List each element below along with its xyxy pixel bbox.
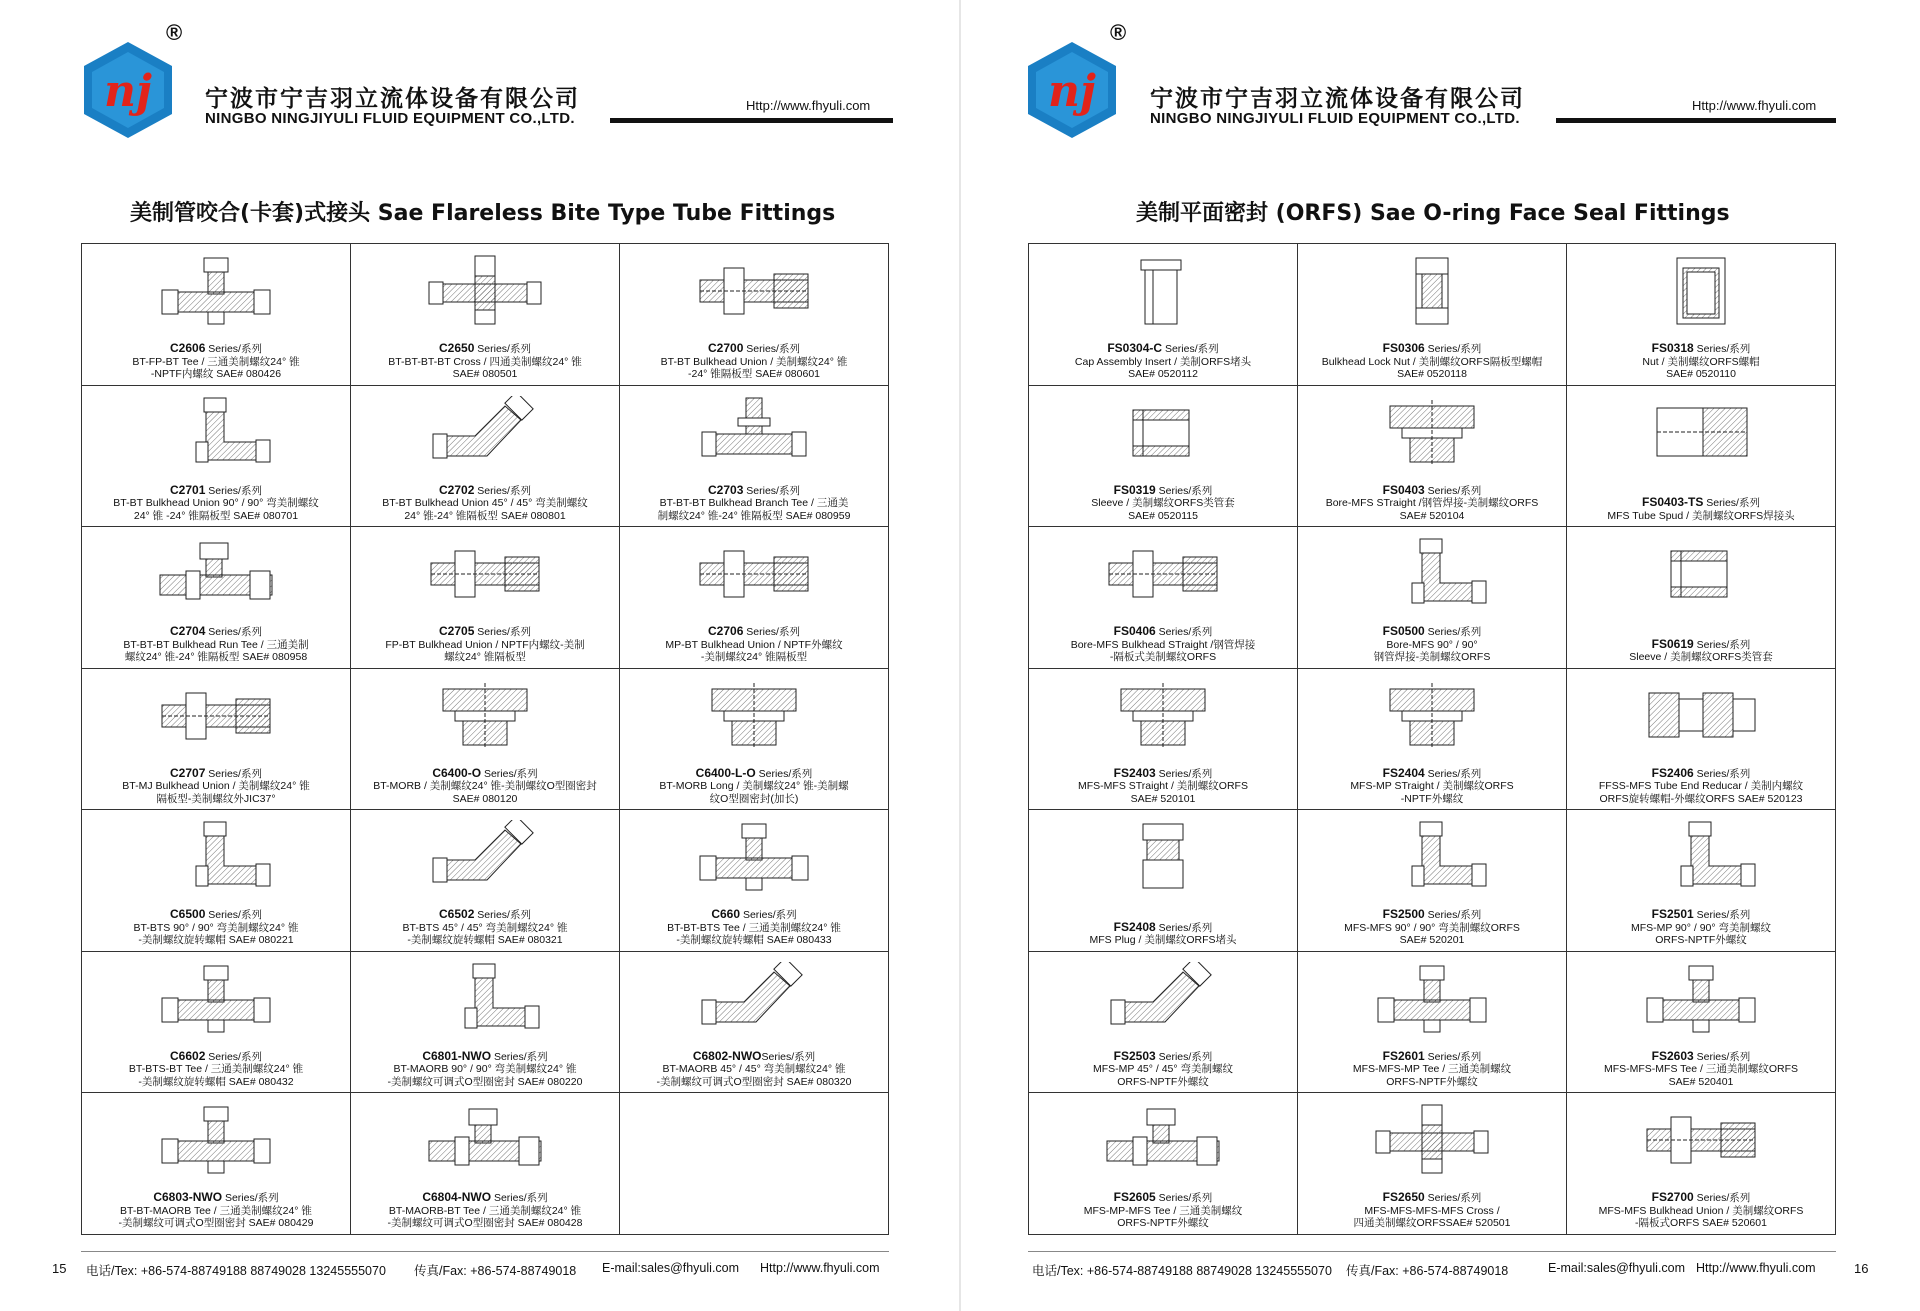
fitting-description: BT-MAORB-BT Tee / 三通美制螺纹24° 锥 -美制螺纹可调式O型圈密封 SAE# 080428 <box>387 1204 583 1230</box>
fitting-caption <box>1031 921 1295 947</box>
fitting-code: C2703 <box>708 482 744 497</box>
fitting-code: C2704 <box>170 624 206 639</box>
footer-fax: 传真/Fax: +86-574-88749018 <box>1346 1264 1509 1278</box>
footer-website[interactable]: Http://www.fhyuli.com <box>1696 1261 1816 1275</box>
fitting-code: FS2700 <box>1651 1190 1694 1205</box>
fitting-code: C2702 <box>439 482 475 497</box>
tee-fitting-icon <box>1372 962 1492 1036</box>
elbow-fitting-icon <box>1372 537 1492 611</box>
fitting-description: MFS-MFS 90° / 90° 弯美制螺纹ORFS SAE# 520201 <box>1344 921 1520 947</box>
fitting-series-label: Series/系列 <box>205 909 262 922</box>
fitting-cell-c2606 <box>82 244 351 386</box>
fitting-cell-c6803-nwo <box>82 1093 351 1235</box>
fitting-caption <box>353 342 617 381</box>
fitting-cell-c6400-l-o <box>620 669 889 811</box>
fitting-cell-c2704 <box>82 527 351 669</box>
fitting-description: MFS Tube Spud / 美制螺纹ORFS焊接头 <box>1607 509 1795 522</box>
fitting-code: FS2406 <box>1651 765 1694 780</box>
fitting-description: MFS-MFS STraight / 美制螺纹ORFS SAE# 520101 <box>1078 780 1248 805</box>
fitting-cell-c6801-nwo <box>351 952 620 1094</box>
fitting-cell-fs2501 <box>1567 810 1836 952</box>
fitting-cell-fs2403 <box>1029 669 1298 811</box>
fitting-caption <box>353 908 617 947</box>
cap-insert-icon <box>1103 254 1223 328</box>
fitting-caption <box>1300 625 1564 664</box>
fitting-code: FS2603 <box>1651 1048 1694 1063</box>
fitting-caption <box>1300 908 1564 947</box>
fitting-cell-c2650 <box>351 244 620 386</box>
fitting-series-label: Series/系列 <box>1693 343 1751 356</box>
footer-tel: 电话/Tex: +86-574-88749188 88749028 13245555070 <box>1032 1264 1332 1278</box>
bulkhead-union-icon <box>694 254 814 328</box>
svg-text:nj: nj <box>104 66 152 117</box>
fitting-series-label: Series/系列 <box>491 1192 548 1205</box>
fitting-description: BT-MORB / 美制螺纹24° 锥-美制螺纹O型圈密封 SAE# 080120 <box>373 780 597 805</box>
fitting-series-label: Series/系列 <box>1693 1050 1751 1063</box>
fitting-caption <box>1300 342 1564 381</box>
fitting-code: C2706 <box>708 624 744 639</box>
fitting-series-label: Series/系列 <box>1424 909 1482 922</box>
fitting-series-label: Series/系列 <box>1424 767 1482 780</box>
fitting-cell-fs2603 <box>1567 952 1836 1094</box>
fitting-cell-c660 <box>620 810 889 952</box>
straight-adapter-icon <box>1103 679 1223 753</box>
fitting-cell-fs2406 <box>1567 669 1836 811</box>
fitting-description: MFS-MP-MFS Tee / 三通美制螺纹 ORFS-NPTF外螺纹 <box>1083 1204 1243 1230</box>
fitting-description: Nut / 美制螺纹ORFS螺帽 SAE# 0520110 <box>1642 355 1760 381</box>
fitting-description: MFS-MFS-MP Tee / 三通美制螺纹 ORFS-NPTF外螺纹 <box>1352 1063 1512 1088</box>
fitting-caption <box>353 767 617 806</box>
fitting-cell-c6804-nwo <box>351 1093 620 1235</box>
fitting-series-label: Series/系列 <box>1693 767 1751 780</box>
fitting-cell-c6502 <box>351 810 620 952</box>
fitting-code: FS2503 <box>1113 1048 1156 1063</box>
fitting-caption <box>84 1191 348 1230</box>
fitting-description: BT-MORB Long / 美制螺纹24° 锥-美制螺 纹O型圈密封(加长) <box>659 780 849 805</box>
branch-tee-icon <box>694 396 814 470</box>
fitting-series-label: Series/系列 <box>1424 1050 1482 1063</box>
fitting-description: BT-MJ Bulkhead Union / 美制螺纹24° 锥 隔板型-美制螺纹外JIC37° <box>122 780 310 805</box>
fitting-code: C660 <box>711 907 741 922</box>
fitting-caption <box>622 625 886 664</box>
fitting-caption <box>353 484 617 523</box>
fitting-cell-fs2408 <box>1029 810 1298 952</box>
fitting-series-label: Series/系列 <box>491 1050 548 1063</box>
fitting-code: FS2601 <box>1382 1048 1425 1063</box>
fitting-series-label: Series/系列 <box>205 1050 262 1063</box>
tee-fitting-icon <box>156 254 276 328</box>
fitting-series-label: Series/系列 <box>755 767 813 780</box>
fitting-series-label: Series/系列 <box>1703 497 1760 510</box>
fitting-series-label: Series/系列 <box>743 484 800 497</box>
fitting-description: BT-BT Bulkhead Union 90° / 90° 弯美制螺纹 24° 锥 -24° 锥隔板型 SAE# 080701 <box>113 497 319 522</box>
elbow-45-fitting-icon <box>694 962 814 1036</box>
fitting-code: FS0500 <box>1382 624 1425 639</box>
fitting-series-label: Series/系列 <box>1693 909 1751 922</box>
fitting-code: C6400-O <box>432 765 482 780</box>
fitting-series-label: Series/系列 <box>1693 638 1751 651</box>
fitting-code: FS2500 <box>1382 907 1425 922</box>
fitting-code: FS0406 <box>1113 624 1156 639</box>
fitting-caption <box>622 908 886 947</box>
cross-fitting-icon <box>1372 1103 1492 1177</box>
fitting-description: BT-FP-BT Tee / 三通美制螺纹24° 锥 -NPTF内螺纹 SAE# 080426 <box>132 355 300 381</box>
footer-rule <box>81 1251 889 1252</box>
fitting-caption <box>1031 484 1295 523</box>
header-website-link[interactable]: Http://www.fhyuli.com <box>746 98 871 113</box>
fitting-description: BT-BT Bulkhead Union / 美制螺纹24° 锥 -24° 锥隔板型 SAE# 080601 <box>660 355 848 381</box>
fitting-description: MFS Plug / 美制螺纹ORFS堵头 <box>1089 934 1237 947</box>
fitting-series-label: Series/系列 <box>743 343 800 356</box>
fitting-series-label: Series/系列 <box>1155 626 1213 639</box>
fitting-series-label: Series/系列 <box>1693 1192 1751 1205</box>
lock-nut-icon <box>1372 254 1492 328</box>
header-rule <box>610 118 893 123</box>
page-number: 15 <box>52 1261 67 1276</box>
catalog-page-left <box>0 0 958 1311</box>
elbow-fitting-icon <box>1641 820 1761 894</box>
straight-adapter-icon <box>1372 679 1492 753</box>
fitting-code: FS0304-C <box>1107 341 1163 356</box>
fitting-cell-fs0406 <box>1029 527 1298 669</box>
registered-mark: ® <box>166 20 183 45</box>
bulkhead-union-icon <box>694 537 814 611</box>
fitting-cell-c2705 <box>351 527 620 669</box>
footer-fax: 传真/Fax: +86-574-88749018 <box>414 1264 577 1278</box>
elbow-45-fitting-icon <box>425 396 545 470</box>
fitting-series-label: Series/系列 <box>761 1050 816 1063</box>
fitting-description: BT-BTS 45° / 45° 弯美制螺纹24° 锥 -美制螺纹旋转螺帽 SAE# 080321 <box>402 921 568 947</box>
fitting-caption <box>84 625 348 664</box>
fittings-grid <box>81 243 889 1235</box>
fitting-caption <box>353 1191 617 1230</box>
fitting-description: BT-MAORB 45° / 45° 弯美制螺纹24° 锥 -美制螺纹可调式O型圈密封 SAE# 080320 <box>656 1063 852 1088</box>
reducer-icon <box>1641 679 1761 753</box>
footer-website[interactable]: Http://www.fhyuli.com <box>760 1261 880 1275</box>
fitting-caption <box>84 908 348 947</box>
fitting-code: C2606 <box>170 341 206 356</box>
fitting-cell-c2700 <box>620 244 889 386</box>
fitting-series-label: Series/系列 <box>1424 343 1482 356</box>
bulkhead-union-icon <box>1641 1103 1761 1177</box>
fitting-code: FS2404 <box>1382 765 1425 780</box>
fitting-caption <box>84 342 348 381</box>
fitting-caption <box>1031 342 1295 381</box>
fitting-code: C6804-NWO <box>422 1190 492 1205</box>
fitting-series-label: Series/系列 <box>474 484 531 497</box>
fitting-cell-fs2650 <box>1298 1093 1567 1235</box>
fitting-code: FS0403-TS <box>1642 495 1704 510</box>
fitting-code: C2701 <box>170 482 206 497</box>
fitting-series-label: Series/系列 <box>474 626 531 639</box>
fitting-cell-c2703 <box>620 386 889 528</box>
fitting-cell-fs0403-ts <box>1567 386 1836 528</box>
fitting-cell-fs2503 <box>1029 952 1298 1094</box>
fitting-caption <box>1569 638 1833 664</box>
company-name-cn: 宁波市宁吉羽立流体设备有限公司 <box>205 86 580 112</box>
fitting-caption <box>1031 1050 1295 1089</box>
fitting-cell-c2702 <box>351 386 620 528</box>
tube-spud-icon <box>1641 396 1761 470</box>
fittings-grid <box>1028 243 1836 1235</box>
fitting-series-label: Series/系列 <box>743 626 800 639</box>
fitting-code: C6802-NWO <box>692 1048 762 1063</box>
fitting-description: Bulkhead Lock Nut / 美制螺纹ORFS隔板型螺帽 SAE# 0520118 <box>1321 355 1543 381</box>
fitting-series-label: Series/系列 <box>481 767 538 780</box>
fitting-code: C2700 <box>708 341 744 356</box>
fitting-cell-c6602 <box>82 952 351 1094</box>
fitting-code: FS2605 <box>1113 1190 1156 1205</box>
fitting-cell-c6400-o <box>351 669 620 811</box>
company-name-en: NINGBO NINGJIYULI FLUID EQUIPMENT CO.,LTD. <box>205 110 575 127</box>
fitting-caption <box>1300 1050 1564 1089</box>
fitting-caption <box>622 484 886 523</box>
fitting-code: FS2408 <box>1113 919 1156 934</box>
fitting-series-label: Series/系列 <box>1155 1050 1213 1063</box>
straight-adapter-icon <box>1372 396 1492 470</box>
tee-fitting-icon <box>1641 962 1761 1036</box>
fitting-cell-fs0319 <box>1029 386 1298 528</box>
fitting-caption <box>1031 1191 1295 1230</box>
bulkhead-union-icon <box>425 537 545 611</box>
fitting-series-label: Series/系列 <box>474 343 531 356</box>
footer-tel: 电话/Tex: +86-574-88749188 88749028 13245555070 <box>86 1264 386 1278</box>
elbow-fitting-icon <box>156 396 276 470</box>
fitting-code: C2705 <box>439 624 475 639</box>
fitting-code: FS0403 <box>1382 482 1425 497</box>
elbow-fitting-icon <box>425 962 545 1036</box>
footer-email[interactable]: E-mail:sales@fhyuli.com <box>1548 1261 1686 1275</box>
page-fold <box>959 0 961 1311</box>
fitting-code: FS2501 <box>1651 907 1694 922</box>
page-title: 美制平面密封 (ORFS) Sae O-ring Face Seal Fittings <box>1136 201 1730 226</box>
fitting-cell-c2701 <box>82 386 351 528</box>
fitting-cell-fs0306 <box>1298 244 1567 386</box>
fitting-caption <box>622 767 886 806</box>
registered-mark: ® <box>1110 20 1127 45</box>
fitting-caption <box>353 625 617 664</box>
fitting-series-label: Series/系列 <box>205 343 262 356</box>
fitting-series-label: Series/系列 <box>1162 343 1219 356</box>
fitting-description: Sleeve / 美制螺纹ORFS类管套 SAE# 0520115 <box>1091 497 1235 522</box>
fitting-code: FS0318 <box>1651 341 1694 356</box>
fitting-caption <box>353 1050 617 1089</box>
fitting-caption <box>1569 342 1833 381</box>
fitting-cell-c2707 <box>82 669 351 811</box>
page-title: 美制管咬合(卡套)式接头 Sae Flareless Bite Type Tube Fittings <box>130 201 836 226</box>
bulkhead-union-icon <box>156 679 276 753</box>
fitting-code: C2650 <box>439 341 475 356</box>
fitting-code: C6502 <box>439 907 475 922</box>
elbow-fitting-icon <box>156 820 276 894</box>
fitting-series-label: Series/系列 <box>1155 921 1213 934</box>
fitting-description: Bore-MFS STraight /钢管焊接-美制螺纹ORFS SAE# 520104 <box>1325 497 1539 522</box>
fitting-cell-c6500 <box>82 810 351 952</box>
header-website-link[interactable]: Http://www.fhyuli.com <box>1692 98 1817 113</box>
company-name-en: NINGBO NINGJIYULI FLUID EQUIPMENT CO.,LTD. <box>1150 110 1520 127</box>
run-tee-icon <box>425 1103 545 1177</box>
cross-fitting-icon <box>425 254 545 328</box>
fitting-cell-fs0619 <box>1567 527 1836 669</box>
fitting-caption <box>1031 625 1295 664</box>
fitting-code: FS0319 <box>1113 482 1156 497</box>
fitting-code: FS2650 <box>1382 1190 1425 1205</box>
fitting-description: BT-BT-BT Bulkhead Run Tee / 三通美制 螺纹24° 锥-24° 锥隔板型 SAE# 080958 <box>123 638 309 664</box>
fitting-caption <box>1569 1191 1833 1230</box>
header-rule <box>1556 118 1836 123</box>
fitting-description: MFS-MFS-MFS-MFS Cross / 四通美制螺纹ORFSSAE# 520501 <box>1353 1204 1511 1230</box>
fitting-description: MFS-MFS Bulkhead Union / 美制螺纹ORFS -隔板式ORFS SAE# 520601 <box>1598 1204 1804 1230</box>
fitting-caption <box>1300 767 1564 806</box>
fitting-description: Sleeve / 美制螺纹ORFS类管套 <box>1629 651 1773 664</box>
fitting-caption <box>84 484 348 523</box>
fitting-series-label: Series/系列 <box>1155 1192 1213 1205</box>
fitting-cell-fs2404 <box>1298 669 1567 811</box>
fitting-description: Cap Assembly Insert / 美制ORFS堵头 SAE# 0520112 <box>1074 355 1252 381</box>
fitting-cell-fs2601 <box>1298 952 1567 1094</box>
fitting-description: MFS-MFS-MFS Tee / 三通美制螺纹ORFS SAE# 520401 <box>1603 1063 1799 1088</box>
fitting-series-label: Series/系列 <box>222 1192 279 1205</box>
fitting-description: MFS-MP 45° / 45° 弯美制螺纹 ORFS-NPTF外螺纹 <box>1092 1063 1234 1088</box>
fitting-series-label: Series/系列 <box>1424 484 1482 497</box>
fitting-series-label: Series/系列 <box>205 767 262 780</box>
fitting-caption <box>1300 1191 1564 1230</box>
fitting-code: C6400-L-O <box>695 765 756 780</box>
fitting-cell-fs0318 <box>1567 244 1836 386</box>
fitting-cell-c6802-nwo <box>620 952 889 1094</box>
fitting-caption <box>1300 484 1564 523</box>
fitting-description: FP-BT Bulkhead Union / NPTF内螺纹-美制 螺纹24° 锥隔板型 <box>385 638 585 664</box>
fitting-caption <box>1569 908 1833 947</box>
tee-fitting-icon <box>156 962 276 1036</box>
fitting-description: BT-BTS 90° / 90° 弯美制螺纹24° 锥 -美制螺纹旋转螺帽 SAE# 080221 <box>133 921 299 947</box>
fitting-caption <box>1031 767 1295 806</box>
fitting-code: C6803-NWO <box>153 1190 223 1205</box>
fitting-description: BT-BT-BT-BT Cross / 四通美制螺纹24° 锥 SAE# 080501 <box>388 355 582 381</box>
fitting-description: BT-BT-BTS Tee / 三通美制螺纹24° 锥 -美制螺纹旋转螺帽 SAE# 080433 <box>667 921 841 947</box>
fitting-description: BT-BT Bulkhead Union 45° / 45° 弯美制螺纹 24° 锥-24° 锥隔板型 SAE# 080801 <box>382 497 588 522</box>
company-logo-icon <box>1024 40 1120 140</box>
fitting-description: BT-BTS-BT Tee / 三通美制螺纹24° 锥 -美制螺纹旋转螺帽 SAE# 080432 <box>128 1063 304 1088</box>
fitting-cell-fs0403 <box>1298 386 1567 528</box>
tee-fitting-icon <box>694 820 814 894</box>
fitting-code: C2707 <box>170 765 206 780</box>
page-number: 16 <box>1854 1261 1869 1276</box>
fitting-cell-fs0304-c <box>1029 244 1298 386</box>
fitting-code: FS0619 <box>1651 636 1694 651</box>
footer-rule <box>1028 1251 1836 1252</box>
svg-text:nj: nj <box>1048 66 1096 117</box>
elbow-45-fitting-icon <box>425 820 545 894</box>
run-tee-icon <box>1103 1103 1223 1177</box>
fitting-description: MFS-MP 90° / 90° 弯美制螺纹 ORFS-NPTF外螺纹 <box>1630 921 1772 947</box>
fitting-caption <box>84 767 348 806</box>
fitting-code: C6500 <box>170 907 206 922</box>
fitting-series-label: Series/系列 <box>1424 1192 1482 1205</box>
straight-adapter-icon <box>425 679 545 753</box>
footer-email[interactable]: E-mail:sales@fhyuli.com <box>602 1261 740 1275</box>
fitting-cell-c2706 <box>620 527 889 669</box>
tee-fitting-icon <box>156 1103 276 1177</box>
sleeve-icon <box>1103 396 1223 470</box>
fitting-caption <box>1569 496 1833 522</box>
fitting-description: MP-BT Bulkhead Union / NPTF外螺纹 -美制螺纹24° 锥隔板型 <box>665 638 843 664</box>
bulkhead-union-icon <box>1103 537 1223 611</box>
fitting-description: Bore-MFS Bulkhead STraight /钢管焊接 -隔板式美制螺纹ORFS <box>1070 638 1256 664</box>
fitting-cell-fs2500 <box>1298 810 1567 952</box>
company-logo-icon <box>80 40 176 140</box>
fitting-description: MFS-MP STraight / 美制螺纹ORFS -NPTF外螺纹 <box>1350 780 1514 805</box>
fitting-cell-fs0500 <box>1298 527 1567 669</box>
fitting-description: FFSS-MFS Tube End Reducar / 美制内螺纹 ORFS旋转螺帽-外螺纹ORFS SAE# 520123 <box>1598 780 1804 805</box>
fitting-description: BT-BT-MAORB Tee / 三通美制螺纹24° 锥 -美制螺纹可调式O型圈密封 SAE# 080429 <box>118 1204 314 1230</box>
fitting-caption <box>84 1050 348 1089</box>
run-tee-icon <box>156 537 276 611</box>
fitting-caption <box>622 1050 886 1089</box>
fitting-description: BT-BT-BT Bulkhead Branch Tee / 三通美 制螺纹24° 锥-24° 锥隔板型 SAE# 080959 <box>657 497 851 522</box>
elbow-45-fitting-icon <box>1103 962 1223 1036</box>
fitting-series-label: Series/系列 <box>1155 767 1213 780</box>
fitting-description: Bore-MFS 90° / 90° 钢管焊接-美制螺纹ORFS <box>1373 638 1491 664</box>
plug-icon <box>1103 820 1223 894</box>
fitting-series-label: Series/系列 <box>205 626 262 639</box>
fitting-code: FS0306 <box>1382 341 1425 356</box>
fitting-description: BT-MAORB 90° / 90° 弯美制螺纹24° 锥 -美制螺纹可调式O型圈密封 SAE# 080220 <box>387 1063 583 1088</box>
fitting-series-label: Series/系列 <box>474 909 531 922</box>
fitting-series-label: Series/系列 <box>740 909 797 922</box>
fitting-cell-fs2700 <box>1567 1093 1836 1235</box>
fitting-cell-empty <box>620 1093 889 1235</box>
fitting-caption <box>1569 767 1833 806</box>
fitting-code: FS2403 <box>1113 765 1156 780</box>
fitting-caption <box>1569 1050 1833 1089</box>
fitting-code: C6801-NWO <box>422 1048 492 1063</box>
fitting-code: C6602 <box>170 1048 206 1063</box>
elbow-fitting-icon <box>1372 820 1492 894</box>
sleeve-icon <box>1641 537 1761 611</box>
catalog-page-right <box>962 0 1920 1311</box>
nut-icon <box>1641 254 1761 328</box>
fitting-cell-fs2605 <box>1029 1093 1298 1235</box>
fitting-series-label: Series/系列 <box>205 484 262 497</box>
fitting-caption <box>622 342 886 381</box>
fitting-series-label: Series/系列 <box>1424 626 1482 639</box>
fitting-series-label: Series/系列 <box>1155 484 1213 497</box>
company-name-cn: 宁波市宁吉羽立流体设备有限公司 <box>1150 86 1525 112</box>
straight-adapter-icon <box>694 679 814 753</box>
